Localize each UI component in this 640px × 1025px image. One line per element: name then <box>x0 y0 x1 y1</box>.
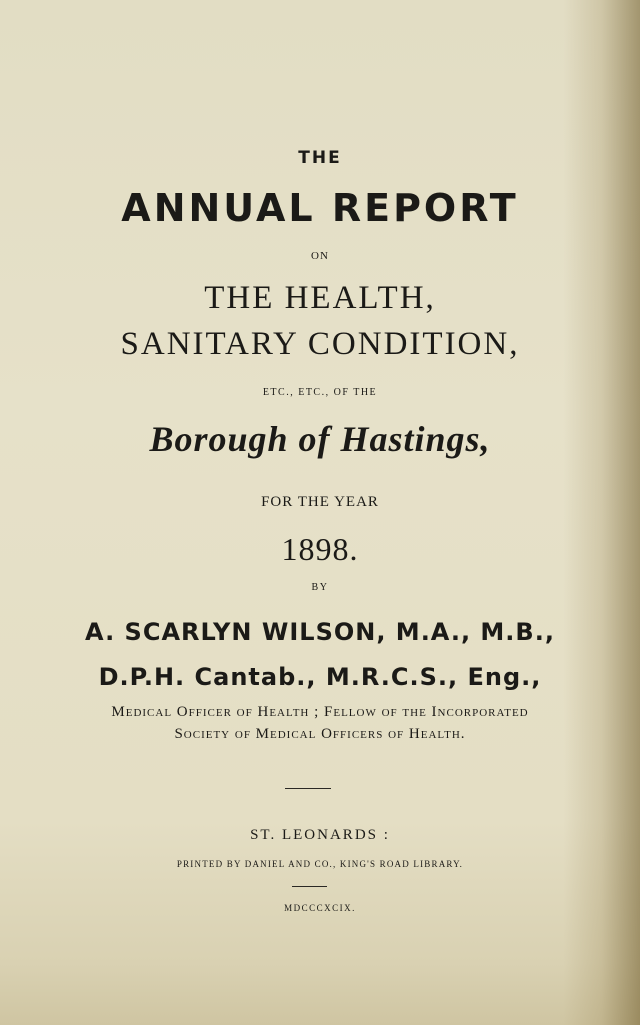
for-the-year: FOR THE YEAR <box>261 494 379 510</box>
title-on: ON <box>311 250 329 262</box>
imprint-printer: PRINTED BY DANIEL AND CO., KING'S ROAD LIBRARY. <box>176 859 464 869</box>
office-line-2: Society of Medical Officers of Health. <box>174 726 466 742</box>
borough-title: Borough of Hastings, <box>149 419 491 459</box>
author-line-1: A. SCARLYN WILSON, M.A., M.B., <box>85 618 555 646</box>
author-line-2: D.P.H. Cantab., M.R.C.S., Eng., <box>98 663 542 691</box>
etc-line: ETC., ETC., OF THE <box>262 387 378 398</box>
title-annual-report: ANNUAL REPORT <box>121 186 519 230</box>
title-the: THE <box>298 148 342 168</box>
by-line: BY <box>311 582 329 593</box>
office-line-1: Medical Officer of Health ; Fellow of the Incorporated <box>111 704 529 720</box>
divider-rule <box>285 788 331 789</box>
imprint-date: MDCCCXCIX. <box>284 903 356 913</box>
subject-line-2: SANITARY CONDITION, <box>120 326 520 362</box>
report-year: 1898. <box>281 531 359 567</box>
divider-rule-small <box>292 886 327 887</box>
imprint-place: ST. LEONARDS : <box>250 827 390 843</box>
subject-line-1: THE HEALTH, <box>204 280 436 316</box>
